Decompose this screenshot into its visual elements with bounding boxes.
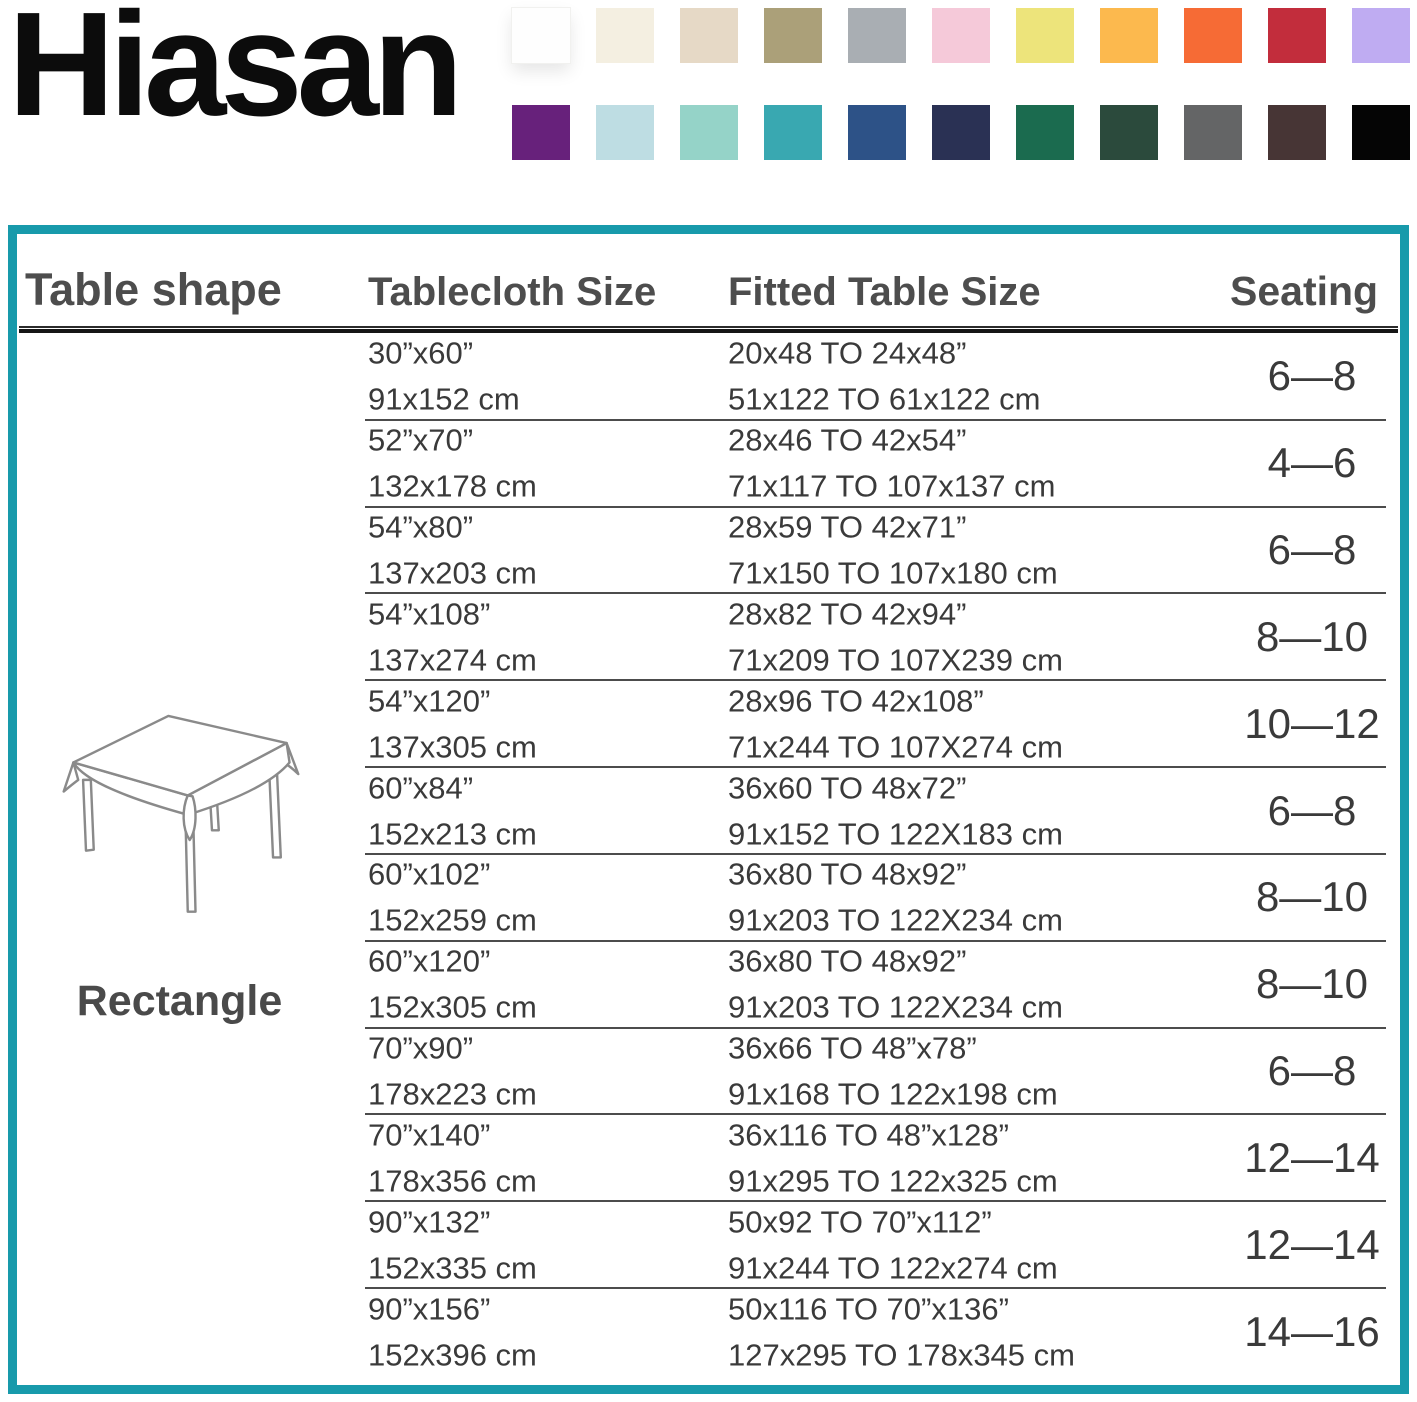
tablecloth-size-inches: 70”x90” (368, 1030, 474, 1066)
swatch-dark-navy (932, 105, 990, 160)
fitted-size-cm: 127x295 TO 178x345 cm (728, 1337, 1075, 1373)
table-row (365, 680, 1386, 767)
table-row (365, 767, 1386, 854)
tablecloth-size-cm: 178x223 cm (368, 1076, 537, 1112)
swatch-navy-blue (848, 105, 906, 160)
tablecloth-size-inches: 54”x80” (368, 509, 474, 545)
fitted-size-cm: 71x244 TO 107X274 cm (728, 729, 1063, 765)
tablecloth-size-inches: 30”x60” (368, 335, 474, 371)
tablecloth-size-inches: 90”x156” (368, 1291, 491, 1327)
fitted-size-cell (728, 943, 1063, 1025)
seating-range: 8—10 (1255, 960, 1369, 1008)
color-swatch-grid (512, 8, 1410, 160)
swatch-ivory (596, 8, 654, 63)
table-row (365, 420, 1386, 507)
tablecloth-size-cm: 152x335 cm (368, 1250, 537, 1286)
swatch-aqua (680, 105, 738, 160)
fitted-size-cell (728, 422, 1056, 504)
fitted-size-cell (728, 1291, 1075, 1373)
fitted-size-cm: 71x117 TO 107x137 cm (728, 468, 1056, 504)
swatch-beige (680, 8, 738, 63)
fitted-size-inches: 28x59 TO 42x71” (728, 509, 967, 545)
tablecloth-size-cell (368, 1204, 537, 1286)
swatch-silver-grey (848, 8, 906, 63)
seating-range: 6—8 (1267, 1047, 1357, 1095)
table-row (365, 333, 1386, 420)
swatch-pink (932, 8, 990, 63)
fitted-size-cell (728, 1204, 1058, 1286)
swatch-red (1268, 8, 1326, 63)
tablecloth-size-cm: 152x396 cm (368, 1337, 537, 1373)
swatch-row-1 (512, 8, 1410, 63)
tablecloth-size-cell (368, 596, 537, 678)
fitted-size-cm: 91x244 TO 122x274 cm (728, 1250, 1058, 1286)
swatch-yellow (1016, 8, 1074, 63)
fitted-size-inches: 28x82 TO 42x94” (728, 596, 967, 632)
fitted-size-cm: 91x203 TO 122X234 cm (728, 902, 1063, 938)
fitted-size-inches: 36x80 TO 48x92” (728, 943, 967, 979)
fitted-size-cm: 91x295 TO 122x325 cm (728, 1163, 1058, 1199)
tablecloth-size-cell (368, 422, 537, 504)
fitted-size-cell (728, 335, 1041, 417)
column-header-tablecloth-size: Tablecloth Size (368, 270, 657, 314)
tablecloth-size-inches: 70”x140” (368, 1117, 491, 1153)
table-row (365, 1114, 1386, 1201)
fitted-size-inches: 50x116 TO 70”x136” (728, 1291, 1009, 1327)
fitted-size-cell (728, 770, 1063, 852)
swatch-light-blue (596, 105, 654, 160)
rectangle-table-icon (54, 686, 306, 930)
table-shape-cell (27, 686, 332, 1026)
tablecloth-size-inches: 54”x120” (368, 683, 491, 719)
swatch-teal (764, 105, 822, 160)
tablecloth-size-cm: 137x203 cm (368, 555, 537, 591)
tablecloth-size-inches: 60”x102” (368, 856, 491, 892)
tablecloth-size-inches: 52”x70” (368, 422, 474, 458)
table-row (365, 1288, 1386, 1375)
tablecloth-size-cm: 152x259 cm (368, 902, 537, 938)
fitted-size-cell (728, 596, 1063, 678)
size-chart-table (8, 225, 1409, 1394)
tablecloth-size-cell (368, 1291, 537, 1373)
fitted-size-cell (728, 1117, 1058, 1199)
swatch-purple (512, 105, 570, 160)
seating-range: 12—14 (1244, 1220, 1380, 1268)
table-row (365, 507, 1386, 594)
tablecloth-size-cell (368, 856, 537, 938)
tablecloth-size-cm: 91x152 cm (368, 381, 520, 417)
tablecloth-size-inches: 60”x84” (368, 770, 474, 806)
seating-range: 10—12 (1244, 699, 1380, 747)
tablecloth-size-cm: 178x356 cm (368, 1163, 537, 1199)
swatch-dark-green (1100, 105, 1158, 160)
fitted-size-cell (728, 683, 1063, 765)
tablecloth-size-cell (368, 683, 537, 765)
tablecloth-size-inches: 54”x108” (368, 596, 491, 632)
seating-range: 6—8 (1267, 526, 1357, 574)
brand-logo: Hiasan (8, 0, 458, 147)
tablecloth-size-cell (368, 335, 520, 417)
swatch-black (1352, 105, 1410, 160)
fitted-size-inches: 36x60 TO 48x72” (728, 770, 967, 806)
table-row (365, 1201, 1386, 1288)
fitted-size-cm: 71x209 TO 107X239 cm (728, 642, 1063, 678)
fitted-size-cell (728, 856, 1063, 938)
table-row (365, 854, 1386, 941)
swatch-orange (1184, 8, 1242, 63)
tablecloth-size-cell (368, 509, 537, 591)
swatch-white (512, 8, 570, 63)
tablecloth-size-inches: 90”x132” (368, 1204, 491, 1240)
swatch-lavender (1352, 8, 1410, 63)
swatch-gold (1100, 8, 1158, 63)
tablecloth-size-cm: 137x274 cm (368, 642, 537, 678)
tablecloth-size-cell (368, 1117, 537, 1199)
fitted-size-cm: 51x122 TO 61x122 cm (728, 381, 1041, 417)
fitted-size-inches: 36x116 TO 48”x128” (728, 1117, 1009, 1153)
fitted-size-inches: 28x46 TO 42x54” (728, 422, 967, 458)
fitted-size-inches: 20x48 TO 24x48” (728, 335, 967, 371)
table-rows (365, 333, 1386, 1375)
swatch-row-2 (512, 105, 1410, 160)
swatch-khaki (764, 8, 822, 63)
tablecloth-size-cm: 152x213 cm (368, 816, 537, 852)
fitted-size-cm: 91x168 TO 122x198 cm (728, 1076, 1058, 1112)
tablecloth-size-inches: 60”x120” (368, 943, 491, 979)
tablecloth-size-cell (368, 1030, 537, 1112)
tablecloth-size-cm: 152x305 cm (368, 989, 537, 1025)
seating-range: 12—14 (1244, 1133, 1380, 1181)
column-header-seating: Seating (1230, 268, 1379, 314)
table-row (365, 941, 1386, 1028)
seating-range: 8—10 (1255, 873, 1369, 921)
swatch-brown (1268, 105, 1326, 160)
seating-range: 6—8 (1267, 786, 1357, 834)
fitted-size-inches: 36x80 TO 48x92” (728, 856, 967, 892)
fitted-size-inches: 28x96 TO 42x108” (728, 683, 984, 719)
column-header-fitted-table-size: Fitted Table Size (728, 270, 1041, 314)
fitted-size-inches: 36x66 TO 48”x78” (728, 1030, 977, 1066)
fitted-size-cm: 91x152 TO 122X183 cm (728, 816, 1063, 852)
seating-range: 8—10 (1255, 612, 1369, 660)
tablecloth-size-cell (368, 770, 537, 852)
tablecloth-size-cm: 132x178 cm (368, 468, 537, 504)
seating-range: 14—16 (1244, 1307, 1380, 1355)
fitted-size-cm: 91x203 TO 122X234 cm (728, 989, 1063, 1025)
table-row (365, 593, 1386, 680)
fitted-size-inches: 50x92 TO 70”x112” (728, 1204, 992, 1240)
fitted-size-cell (728, 509, 1058, 591)
header-rule (19, 326, 1398, 333)
swatch-dark-grey (1184, 105, 1242, 160)
fitted-size-cell (728, 1030, 1058, 1112)
seating-range: 6—8 (1267, 352, 1357, 400)
table-shape-label: Rectangle (76, 977, 283, 1025)
column-header-table-shape: Table shape (25, 264, 282, 315)
seating-range: 4—6 (1267, 439, 1357, 487)
swatch-green (1016, 105, 1074, 160)
tablecloth-size-cell (368, 943, 537, 1025)
fitted-size-cm: 71x150 TO 107x180 cm (728, 555, 1058, 591)
tablecloth-size-cm: 137x305 cm (368, 729, 537, 765)
table-row (365, 1028, 1386, 1115)
